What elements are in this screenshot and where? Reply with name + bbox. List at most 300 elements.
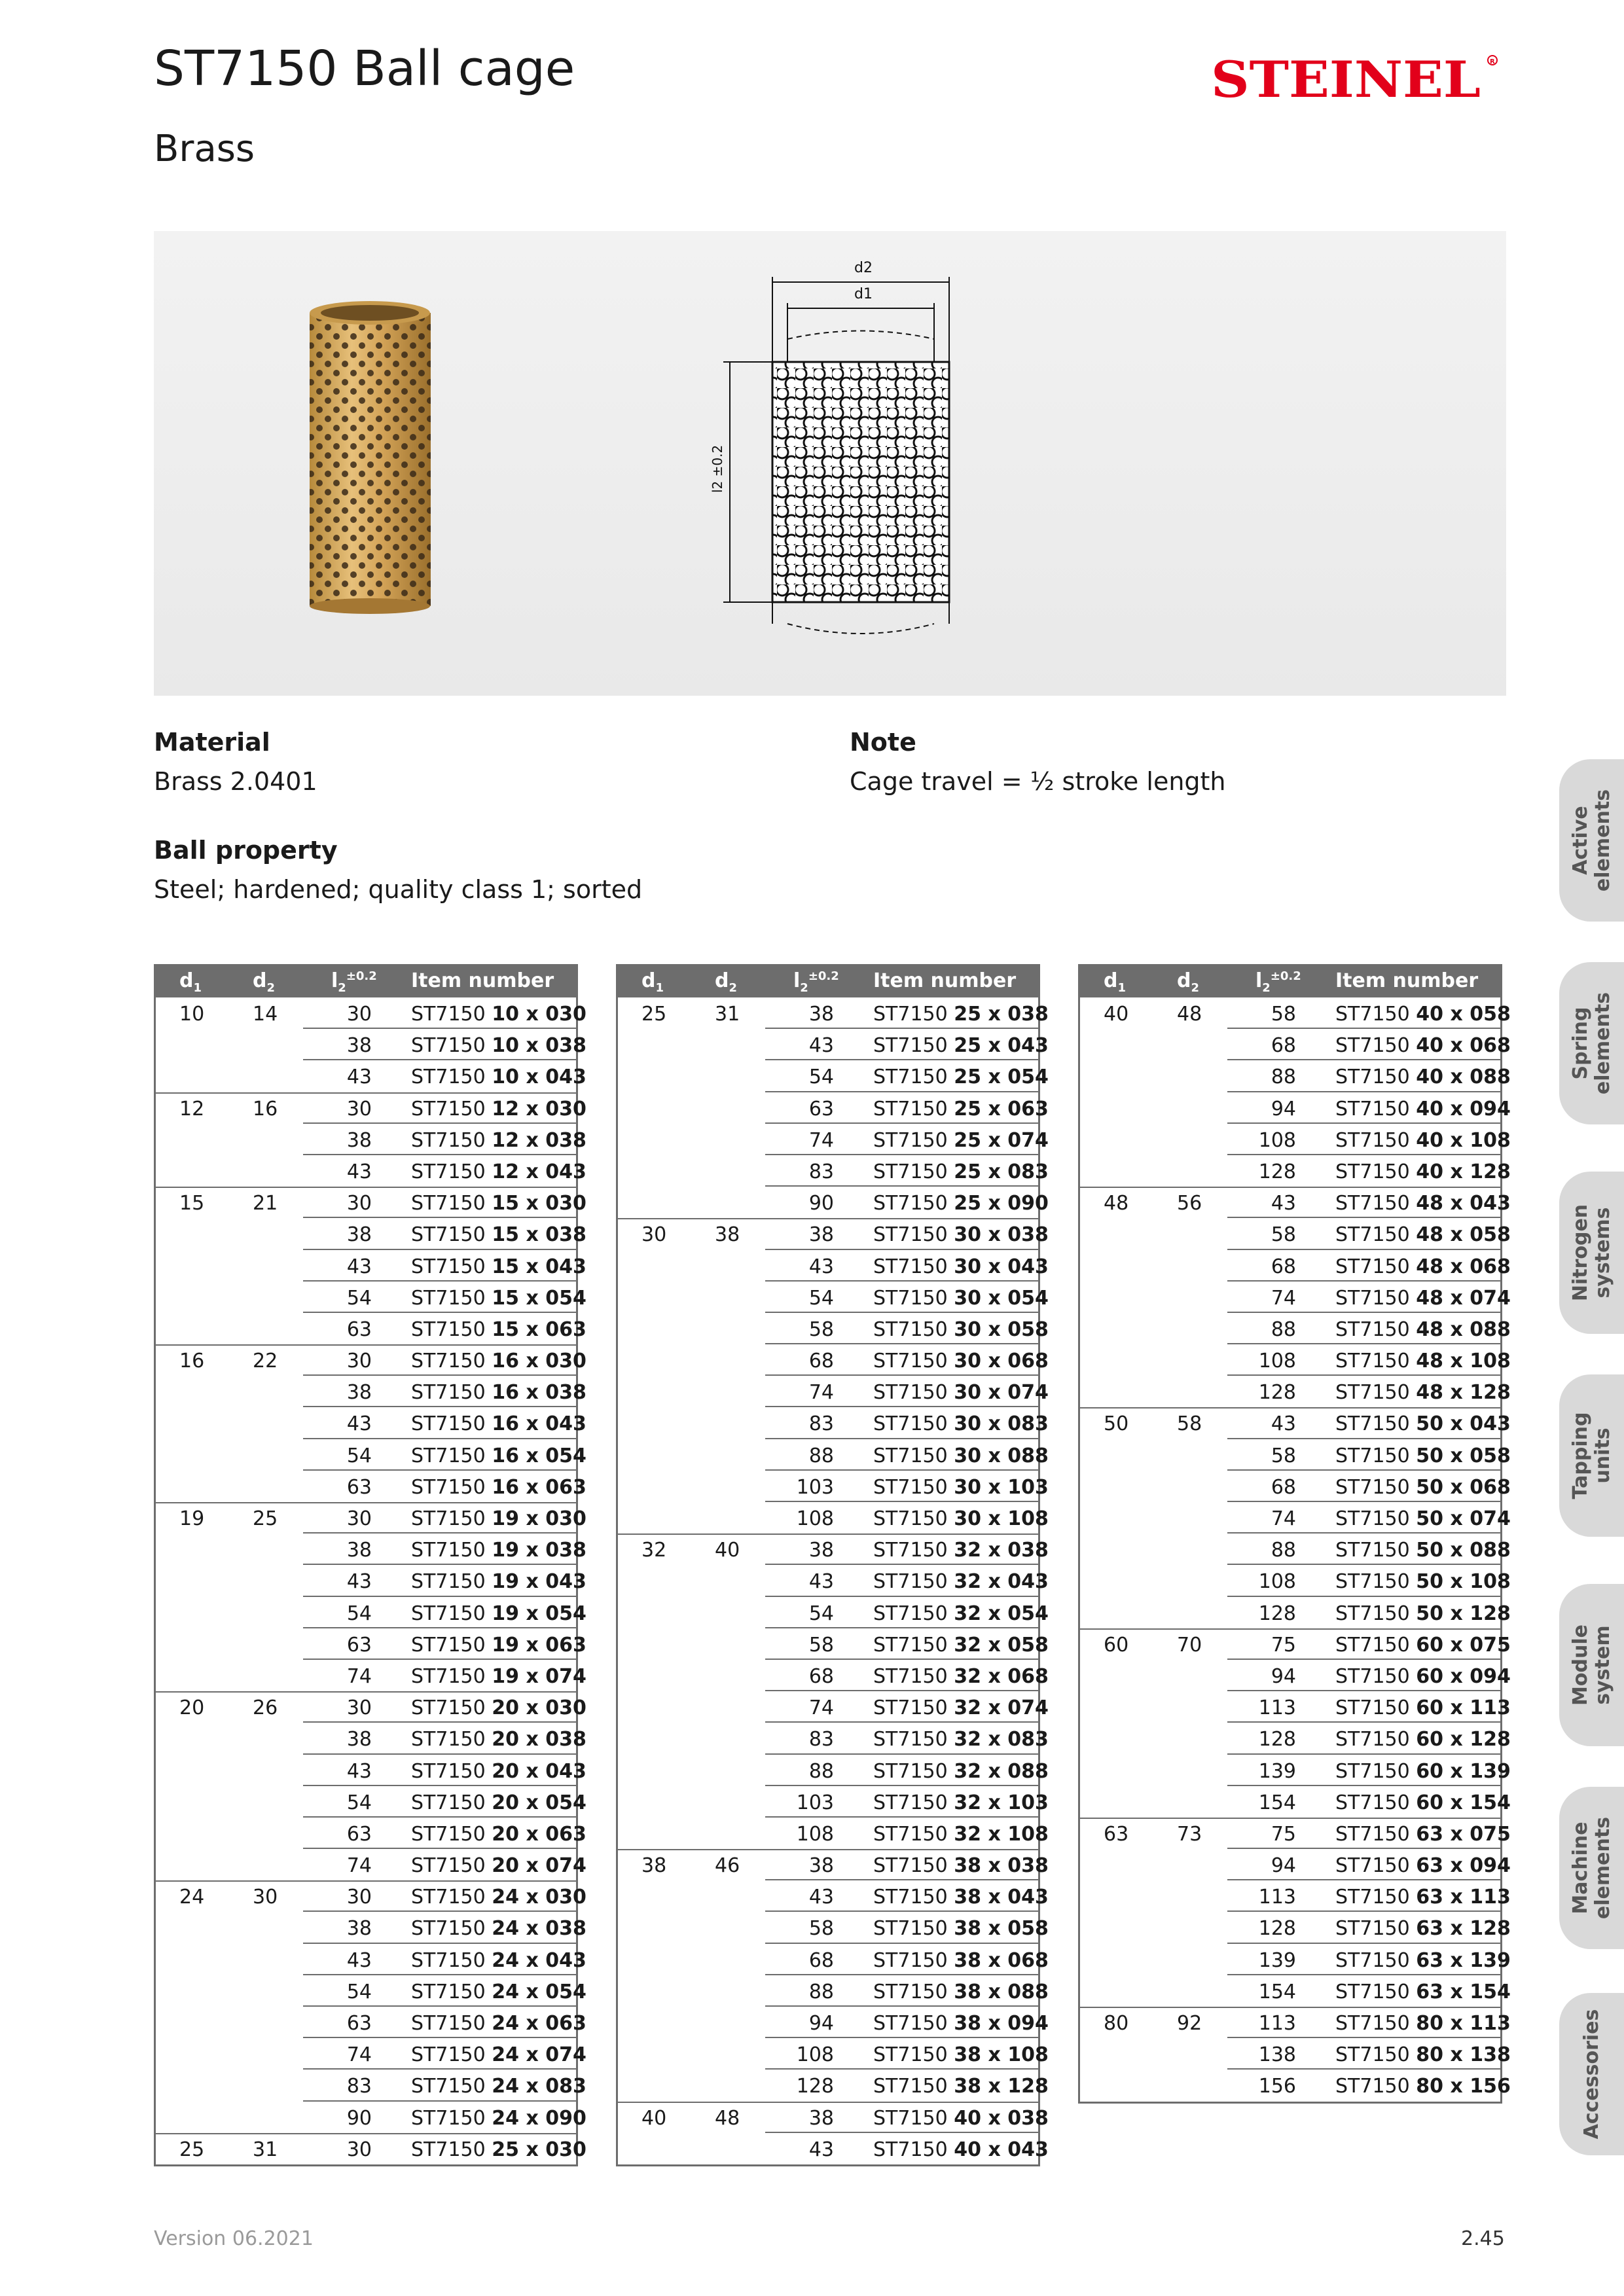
cell-item-number: ST7150 63 x 128	[1335, 1917, 1511, 1941]
table-row	[156, 1060, 586, 1092]
cell-l2: 88	[1271, 1066, 1296, 1089]
tab-accessories[interactable]: Accessories	[1559, 1993, 1624, 2155]
cell-l2: 113	[1258, 2012, 1296, 2035]
table-row	[156, 1092, 586, 1124]
table-row	[1080, 1660, 1511, 1691]
cell-item-number: ST7150 48 x 068	[1335, 1255, 1511, 1278]
tab-nitrogen-systems[interactable]: Nitrogen systems	[1559, 1172, 1624, 1334]
cell-item-number: ST7150 15 x 043	[411, 1255, 586, 1278]
cell-l2: 58	[1271, 1003, 1296, 1026]
cell-l2: 43	[346, 1948, 372, 1972]
cell-l2: 54	[346, 1980, 372, 2003]
cell-l2: 88	[1271, 1539, 1296, 1562]
table-row	[156, 2007, 586, 2038]
table-row	[156, 1218, 586, 1249]
cell-l2: 74	[346, 1664, 372, 1688]
table-row	[156, 1439, 586, 1471]
table-row	[618, 1565, 1049, 1596]
cell-l2: 68	[808, 1664, 834, 1688]
cell-d2: 58	[1177, 1412, 1202, 1436]
cell-item-number: ST7150 50 x 043	[1335, 1412, 1511, 1436]
table-row	[1080, 1502, 1511, 1534]
cell-item-number: ST7150 30 x 038	[873, 1223, 1049, 1247]
table-row	[1080, 1975, 1511, 2007]
cell-l2: 63	[346, 1318, 372, 1341]
cell-item-number: ST7150 25 x 043	[873, 1034, 1049, 1058]
cell-l2: 128	[796, 2075, 834, 2098]
cell-item-number: ST7150 30 x 074	[873, 1381, 1049, 1405]
cell-l2: 38	[808, 2106, 834, 2130]
cell-item-number: ST7150 15 x 038	[411, 1223, 586, 1247]
footer-page-number: 2.45	[1461, 2227, 1505, 2250]
cell-item-number: ST7150 20 x 038	[411, 1728, 586, 1751]
material-heading: Material	[154, 728, 270, 757]
table-row	[156, 1597, 586, 1628]
table-row	[156, 1376, 586, 1407]
table-row	[618, 2070, 1049, 2101]
note-text: Cage travel = ½ stroke length	[850, 767, 1226, 796]
cell-l2: 88	[808, 1759, 834, 1783]
cell-item-number: ST7150 20 x 063	[411, 1822, 586, 1846]
cell-l2: 38	[346, 1128, 372, 1152]
cell-item-number: ST7150 80 x 156	[1335, 2075, 1511, 2098]
cell-d2: 48	[1177, 1003, 1202, 1026]
cell-item-number: ST7150 25 x 083	[873, 1160, 1049, 1183]
cell-d2: 70	[1177, 1633, 1202, 1657]
table-row	[1080, 1376, 1511, 1407]
cell-l2: 43	[808, 1886, 834, 1909]
cell-d1: 48	[1104, 1192, 1129, 1215]
table-row	[1080, 1849, 1511, 1880]
cell-l2: 113	[1258, 1886, 1296, 1909]
table-row	[618, 1944, 1049, 1975]
table-row	[618, 1502, 1049, 1534]
cell-item-number: ST7150 63 x 139	[1335, 1948, 1511, 1972]
cell-d2: 40	[715, 1539, 740, 1562]
cell-l2: 38	[808, 1539, 834, 1562]
cell-item-number: ST7150 48 x 074	[1335, 1286, 1511, 1310]
cell-item-number: ST7150 30 x 043	[873, 1255, 1049, 1278]
cell-l2: 30	[346, 2138, 372, 2161]
cell-l2: 38	[346, 1034, 372, 1058]
cell-item-number: ST7150 38 x 088	[873, 1980, 1049, 2003]
cell-item-number: ST7150 32 x 108	[873, 1822, 1049, 1846]
table-row	[156, 1029, 586, 1060]
cell-l2: 103	[796, 1791, 834, 1814]
cell-l2: 103	[796, 1475, 834, 1499]
product-image-panel	[154, 231, 1506, 696]
cell-item-number: ST7150 60 x 113	[1335, 1696, 1511, 1720]
table-row	[618, 1218, 1049, 1249]
cell-item-number: ST7150 19 x 054	[411, 1602, 586, 1625]
cell-item-number: ST7150 40 x 128	[1335, 1160, 1511, 1183]
cell-l2: 154	[1258, 1980, 1296, 2003]
cell-item-number: ST7150 25 x 030	[411, 2138, 586, 2161]
cell-l2: 68	[1271, 1034, 1296, 1058]
table-row	[156, 1155, 586, 1187]
cell-item-number: ST7150 16 x 054	[411, 1444, 586, 1467]
cell-l2: 43	[808, 1255, 834, 1278]
cell-item-number: ST7150 40 x 094	[1335, 1097, 1511, 1121]
table-row	[618, 1407, 1049, 1439]
cell-l2: 63	[346, 2012, 372, 2035]
cell-l2: 108	[1258, 1350, 1296, 1373]
cell-item-number: ST7150 38 x 038	[873, 1854, 1049, 1878]
cell-l2: 58	[808, 1917, 834, 1941]
cell-l2: 30	[346, 1507, 372, 1530]
cell-l2: 94	[1271, 1097, 1296, 1121]
cell-item-number: ST7150 63 x 094	[1335, 1854, 1511, 1878]
cell-l2: 63	[346, 1633, 372, 1657]
cell-l2: 156	[1258, 2075, 1296, 2098]
cell-item-number: ST7150 40 x 068	[1335, 1034, 1511, 1058]
table-row	[156, 2038, 586, 2070]
cell-l2: 54	[346, 1791, 372, 1814]
tab-tapping-units[interactable]: Tapping units	[1559, 1374, 1624, 1537]
table-row	[618, 1155, 1049, 1187]
cell-item-number: ST7150 38 x 108	[873, 2043, 1049, 2067]
item-table-1	[154, 964, 586, 2166]
table-row	[1080, 1313, 1511, 1344]
table-row	[618, 1755, 1049, 1786]
cell-l2: 30	[346, 1886, 372, 1909]
cell-l2: 138	[1258, 2043, 1296, 2067]
cell-l2: 30	[346, 1696, 372, 1720]
cell-l2: 38	[346, 1728, 372, 1751]
cell-d1: 50	[1104, 1412, 1129, 1436]
table-row	[618, 1597, 1049, 1628]
cell-d2: 14	[253, 1003, 278, 1026]
cell-item-number: ST7150 38 x 058	[873, 1917, 1049, 1941]
cell-l2: 54	[346, 1286, 372, 1310]
cell-l2: 43	[346, 1759, 372, 1783]
cell-item-number: ST7150 24 x 054	[411, 1980, 586, 2003]
cell-item-number: ST7150 60 x 094	[1335, 1664, 1511, 1688]
cell-d1: 38	[641, 1854, 667, 1878]
table-row	[156, 1471, 586, 1502]
cell-l2: 38	[808, 1854, 834, 1878]
table-row	[618, 1092, 1049, 1124]
page-title: ST7150 Ball cage	[154, 41, 575, 97]
cell-item-number: ST7150 10 x 030	[411, 1003, 586, 1026]
table-row	[618, 2133, 1049, 2164]
table-row	[1080, 1597, 1511, 1628]
tab-active-elements[interactable]: Active elements	[1559, 759, 1624, 922]
table-row	[156, 1124, 586, 1155]
technical-drawing	[723, 277, 949, 634]
table-row	[1080, 1723, 1511, 1754]
cell-l2: 108	[796, 1507, 834, 1530]
cell-d2: 48	[715, 2106, 740, 2130]
cell-l2: 139	[1258, 1948, 1296, 1972]
cell-l2: 54	[346, 1602, 372, 1625]
cell-item-number: ST7150 32 x 054	[873, 1602, 1049, 1625]
cell-l2: 154	[1258, 1791, 1296, 1814]
cell-l2: 38	[346, 1223, 372, 1247]
cell-item-number: ST7150 48 x 088	[1335, 1318, 1511, 1341]
cell-l2: 139	[1258, 1759, 1296, 1783]
cell-item-number: ST7150 15 x 030	[411, 1192, 586, 1215]
cell-l2: 88	[1271, 1318, 1296, 1341]
table-row	[156, 1407, 586, 1439]
cell-item-number: ST7150 50 x 068	[1335, 1475, 1511, 1499]
table-row	[1080, 1124, 1511, 1155]
cell-item-number: ST7150 10 x 038	[411, 1034, 586, 1058]
cell-l2: 68	[1271, 1255, 1296, 1278]
logo-text: STEINEL	[1211, 52, 1481, 105]
cell-l2: 128	[1258, 1728, 1296, 1751]
table-row	[1080, 1092, 1511, 1124]
cell-l2: 128	[1258, 1160, 1296, 1183]
table-row	[618, 1187, 1049, 1218]
svg-text:R: R	[1490, 58, 1495, 65]
dim-d1-label: d1	[854, 286, 873, 302]
cell-d2: 21	[253, 1192, 278, 1215]
steinel-logo	[1211, 52, 1499, 105]
table-rows	[1080, 997, 1511, 2102]
cell-l2: 74	[346, 1854, 372, 1878]
cell-l2: 43	[346, 1255, 372, 1278]
cell-l2: 83	[808, 1412, 834, 1436]
table-row	[156, 1975, 586, 2007]
cell-item-number: ST7150 16 x 063	[411, 1475, 586, 1499]
cell-item-number: ST7150 48 x 128	[1335, 1381, 1511, 1405]
table-row	[618, 1282, 1049, 1313]
cell-item-number: ST7150 63 x 075	[1335, 1822, 1511, 1846]
cell-item-number: ST7150 24 x 083	[411, 2075, 586, 2098]
cell-item-number: ST7150 10 x 043	[411, 1066, 586, 1089]
cell-l2: 58	[808, 1318, 834, 1341]
table-row	[618, 1029, 1049, 1060]
cell-d2: 22	[253, 1350, 278, 1373]
table-header: $d_1$ $d_2$ $l_2^{\pm 0.2}$ Item number	[156, 966, 576, 997]
cell-d2: 92	[1177, 2012, 1202, 2035]
cell-item-number: ST7150 25 x 054	[873, 1066, 1049, 1089]
cell-l2: 43	[346, 1066, 372, 1089]
cell-item-number: ST7150 38 x 128	[873, 2075, 1049, 2098]
cell-l2: 54	[808, 1286, 834, 1310]
table-rows	[156, 997, 586, 2164]
cell-item-number: ST7150 24 x 090	[411, 2106, 586, 2130]
cell-l2: 108	[796, 2043, 834, 2067]
cell-item-number: ST7150 38 x 094	[873, 2012, 1049, 2035]
cell-item-number: ST7150 19 x 030	[411, 1507, 586, 1530]
cell-l2: 43	[1271, 1412, 1296, 1436]
table-row	[156, 1755, 586, 1786]
cell-l2: 38	[346, 1381, 372, 1405]
cell-item-number: ST7150 24 x 063	[411, 2012, 586, 2035]
table-row	[156, 997, 586, 1029]
table-row	[156, 1534, 586, 1565]
cell-d2: 38	[715, 1223, 740, 1247]
cell-l2: 30	[346, 1350, 372, 1373]
cell-d1: 16	[179, 1350, 205, 1373]
cell-l2: 74	[346, 2043, 372, 2067]
note-heading: Note	[850, 728, 916, 757]
cell-l2: 38	[346, 1917, 372, 1941]
table-row	[618, 1628, 1049, 1660]
cell-l2: 83	[346, 2075, 372, 2098]
cell-d1: 40	[1104, 1003, 1129, 1026]
cell-item-number: ST7150 40 x 108	[1335, 1128, 1511, 1152]
cell-l2: 94	[1271, 1664, 1296, 1688]
cell-item-number: ST7150 48 x 043	[1335, 1192, 1511, 1215]
cell-l2: 43	[808, 1570, 834, 1594]
cell-l2: 54	[346, 1444, 372, 1467]
cell-l2: 108	[1258, 1570, 1296, 1594]
footer-version: Version 06.2021	[154, 2227, 314, 2250]
cell-item-number: ST7150 30 x 054	[873, 1286, 1049, 1310]
cell-item-number: ST7150 32 x 038	[873, 1539, 1049, 1562]
cell-item-number: ST7150 30 x 083	[873, 1412, 1049, 1436]
cell-item-number: ST7150 15 x 054	[411, 1286, 586, 1310]
cell-l2: 63	[346, 1475, 372, 1499]
cell-l2: 74	[1271, 1286, 1296, 1310]
table-row	[1080, 997, 1511, 1029]
cell-d2: 56	[1177, 1192, 1202, 1215]
table-row	[1080, 1786, 1511, 1818]
table-row	[156, 1313, 586, 1344]
table-row	[156, 2102, 586, 2133]
cell-item-number: ST7150 19 x 038	[411, 1539, 586, 1562]
dim-l2-label: l2 ±0.2	[710, 444, 725, 493]
table-row	[618, 1691, 1049, 1723]
cell-item-number: ST7150 25 x 038	[873, 1003, 1049, 1026]
cell-d1: 19	[179, 1507, 205, 1530]
cell-item-number: ST7150 32 x 068	[873, 1664, 1049, 1688]
tab-machine-elements[interactable]: Machine elements	[1559, 1787, 1624, 1949]
table-row	[1080, 1218, 1511, 1249]
cell-item-number: ST7150 15 x 063	[411, 1318, 586, 1341]
cell-l2: 63	[346, 1822, 372, 1846]
product-illustration	[154, 231, 1506, 696]
table-row	[618, 1471, 1049, 1502]
cell-item-number: ST7150 32 x 043	[873, 1570, 1049, 1594]
cell-l2: 58	[1271, 1223, 1296, 1247]
tab-spring-elements[interactable]: Spring elements	[1559, 962, 1624, 1124]
cell-l2: 43	[1271, 1192, 1296, 1215]
cell-l2: 43	[808, 1034, 834, 1058]
table-row	[156, 1628, 586, 1660]
cell-item-number: ST7150 63 x 154	[1335, 1980, 1511, 2003]
table-row	[156, 1187, 586, 1218]
cell-l2: 94	[808, 2012, 834, 2035]
cell-item-number: ST7150 24 x 038	[411, 1917, 586, 1941]
table-row	[618, 1975, 1049, 2007]
item-table-3	[1078, 964, 1511, 2104]
cell-item-number: ST7150 19 x 074	[411, 1664, 586, 1688]
cell-item-number: ST7150 40 x 088	[1335, 1066, 1511, 1089]
cell-l2: 68	[808, 1350, 834, 1373]
cell-l2: 58	[1271, 1444, 1296, 1467]
table-row	[618, 1439, 1049, 1471]
cell-item-number: ST7150 24 x 074	[411, 2043, 586, 2067]
cell-d2: 25	[253, 1507, 278, 1530]
table-row	[618, 2102, 1049, 2133]
cell-l2: 43	[346, 1570, 372, 1594]
page-subtitle: Brass	[154, 128, 255, 170]
cell-l2: 68	[808, 1948, 834, 1972]
cell-item-number: ST7150 12 x 038	[411, 1128, 586, 1152]
cell-item-number: ST7150 38 x 043	[873, 1886, 1049, 1909]
cell-item-number: ST7150 20 x 074	[411, 1854, 586, 1878]
cell-d1: 63	[1104, 1822, 1129, 1846]
cell-l2: 113	[1258, 1696, 1296, 1720]
table-row	[156, 1786, 586, 1818]
table-row	[1080, 1691, 1511, 1723]
cell-l2: 74	[808, 1128, 834, 1152]
table-row	[156, 1691, 586, 1723]
cell-item-number: ST7150 48 x 108	[1335, 1350, 1511, 1373]
cell-item-number: ST7150 30 x 088	[873, 1444, 1049, 1467]
table-row	[618, 1786, 1049, 1818]
cell-l2: 68	[1271, 1475, 1296, 1499]
table-row	[1080, 1471, 1511, 1502]
cell-l2: 88	[808, 1444, 834, 1467]
cell-l2: 88	[808, 1980, 834, 2003]
cell-l2: 128	[1258, 1381, 1296, 1405]
cell-l2: 90	[808, 1192, 834, 1215]
cell-l2: 108	[1258, 1128, 1296, 1152]
cell-l2: 94	[1271, 1854, 1296, 1878]
cell-d2: 16	[253, 1097, 278, 1121]
cell-item-number: ST7150 16 x 038	[411, 1381, 586, 1405]
cell-l2: 74	[1271, 1507, 1296, 1530]
table-row	[156, 1880, 586, 1912]
cell-d2: 30	[253, 1886, 278, 1909]
table-row	[618, 1880, 1049, 1912]
cell-item-number: ST7150 32 x 074	[873, 1696, 1049, 1720]
table-row	[1080, 1534, 1511, 1565]
cell-l2: 74	[808, 1381, 834, 1405]
table-row	[618, 1723, 1049, 1754]
cell-l2: 30	[346, 1192, 372, 1215]
cell-item-number: ST7150 16 x 043	[411, 1412, 586, 1436]
table-row	[1080, 1912, 1511, 1943]
cell-item-number: ST7150 80 x 113	[1335, 2012, 1511, 2035]
cell-item-number: ST7150 48 x 058	[1335, 1223, 1511, 1247]
cell-item-number: ST7150 32 x 058	[873, 1633, 1049, 1657]
table-row	[1080, 1344, 1511, 1376]
cell-item-number: ST7150 40 x 043	[873, 2138, 1049, 2161]
table-row	[1080, 1944, 1511, 1975]
table-row	[156, 1912, 586, 1943]
ball-property-heading: Ball property	[154, 836, 338, 865]
cell-item-number: ST7150 30 x 108	[873, 1507, 1049, 1530]
table-row	[618, 1344, 1049, 1376]
cell-l2: 43	[346, 1160, 372, 1183]
cell-l2: 38	[808, 1223, 834, 1247]
item-number-header: Item number	[411, 969, 554, 992]
cell-d1: 10	[179, 1003, 205, 1026]
cell-d1: 80	[1104, 2012, 1129, 2035]
table-row	[1080, 2007, 1511, 2038]
table-row	[156, 1660, 586, 1691]
cell-d1: 20	[179, 1696, 205, 1720]
cell-item-number: ST7150 24 x 043	[411, 1948, 586, 1972]
cell-d2: 73	[1177, 1822, 1202, 1846]
table-row	[618, 997, 1049, 1029]
tab-module-system[interactable]: Module system	[1559, 1584, 1624, 1746]
cell-item-number: ST7150 40 x 058	[1335, 1003, 1511, 1026]
table-row	[1080, 2038, 1511, 2070]
table-row	[156, 2133, 586, 2164]
item-number-header: Item number	[1335, 969, 1479, 992]
cell-item-number: ST7150 63 x 113	[1335, 1886, 1511, 1909]
cell-d1: 40	[641, 2106, 667, 2130]
table-row	[1080, 1060, 1511, 1092]
table-row	[618, 1534, 1049, 1565]
